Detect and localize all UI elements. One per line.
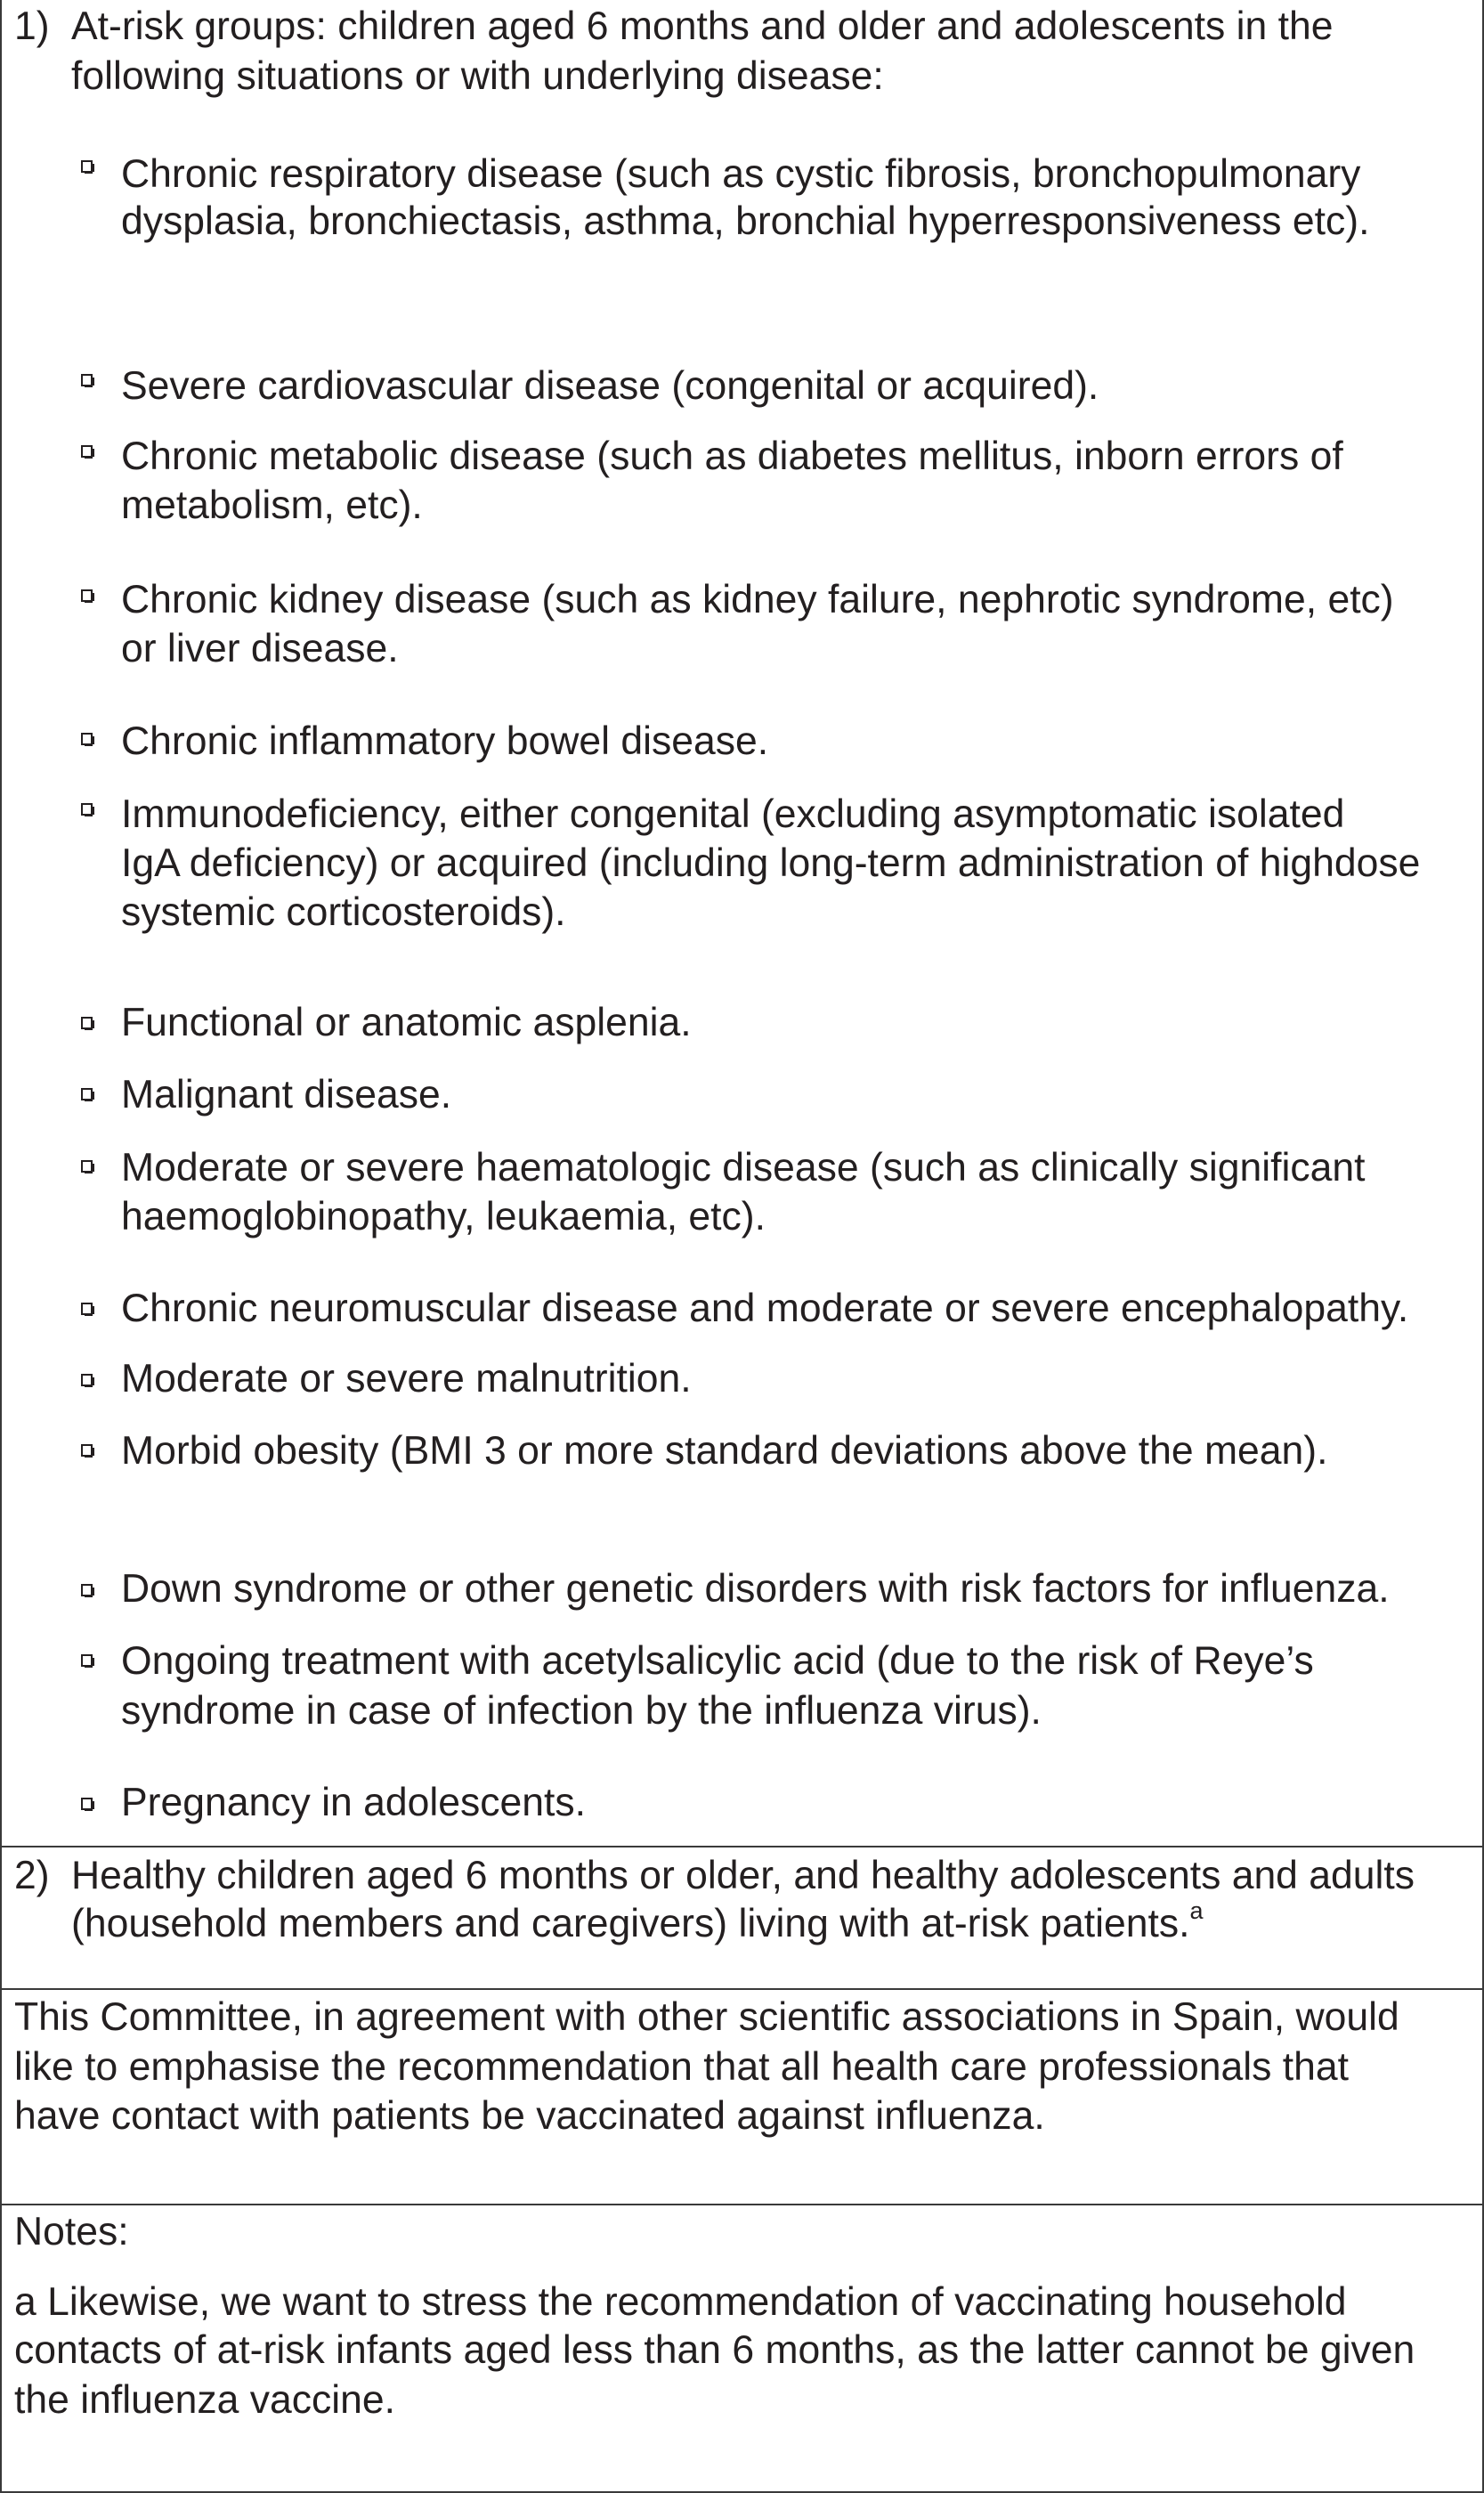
checkbox-bullet-icon bbox=[81, 1088, 93, 1100]
section-1-heading-line-2: following situations or with underlying disease: bbox=[71, 54, 884, 98]
checkbox-bullet-icon bbox=[81, 1374, 93, 1386]
section-2-line-2 bbox=[71, 1899, 1203, 1949]
list-item-text: Chronic kidney disease (such as kidney failure, nephrotic syndrome, etc) bbox=[121, 578, 1394, 621]
list-item-text: Morbid obesity (BMI 3 or more standard deviations above the mean). bbox=[121, 1429, 1328, 1473]
list-item-text: Functional or anatomic asplenia. bbox=[121, 1001, 692, 1044]
list-item-text: Moderate or severe haematologic disease (such as clinically significant bbox=[121, 1146, 1366, 1190]
row-divider bbox=[2, 2204, 1482, 2205]
list-item-text: Moderate or severe malnutrition. bbox=[121, 1357, 692, 1401]
list-item-text: Chronic metabolic disease (such as diabetes mellitus, inborn errors of bbox=[121, 434, 1343, 478]
list-item-text: Pregnancy in adolescents. bbox=[121, 1781, 586, 1824]
checkbox-bullet-icon bbox=[81, 1303, 93, 1315]
row-divider bbox=[2, 1988, 1482, 1990]
list-item-text: Chronic respiratory disease (such as cystic fibrosis, bronchopulmonary bbox=[121, 152, 1361, 196]
checkbox-bullet-icon bbox=[81, 1444, 93, 1457]
committee-line-2: like to emphasise the recommendation that all health care professionals that bbox=[14, 2045, 1350, 2089]
list-item-text: Severe cardiovascular disease (congenital or acquired). bbox=[121, 364, 1099, 408]
note-line-2: contacts of at-risk infants aged less than 6 months, as the latter cannot be given bbox=[14, 2328, 1415, 2372]
committee-line-1: This Committee, in agreement with other scientific associations in Spain, would bbox=[14, 1995, 1399, 2039]
checkbox-bullet-icon bbox=[81, 1160, 93, 1173]
checkbox-bullet-icon bbox=[81, 160, 93, 173]
footnote-marker: a bbox=[1189, 1897, 1204, 1925]
note-line-1: a Likewise, we want to stress the recommendation of vaccinating household bbox=[14, 2280, 1347, 2324]
notes-title: Notes: bbox=[14, 2210, 129, 2253]
list-item-text: Chronic inflammatory bowel disease. bbox=[121, 719, 769, 763]
section-1-heading-line-1: At-risk groups: children aged 6 months and older and adolescents in the bbox=[71, 4, 1334, 48]
section-2-number: 2) bbox=[14, 1854, 50, 1897]
row-divider bbox=[2, 1846, 1482, 1847]
checkbox-bullet-icon bbox=[81, 1654, 93, 1667]
list-item-text: haemoglobinopathy, leukaemia, etc). bbox=[121, 1195, 766, 1238]
checkbox-bullet-icon bbox=[81, 374, 93, 386]
list-item-text: Down syndrome or other genetic disorders with risk factors for influenza. bbox=[121, 1567, 1390, 1611]
section-2-line-1: Healthy children aged 6 months or older, and healthy adolescents and adults bbox=[71, 1854, 1415, 1897]
note-line-3: the influenza vaccine. bbox=[14, 2378, 395, 2422]
checkbox-bullet-icon bbox=[81, 733, 93, 745]
checkbox-bullet-icon bbox=[81, 445, 93, 458]
checkbox-bullet-icon bbox=[81, 1017, 93, 1029]
list-item-text: IgA deficiency) or acquired (including long-term administration of highdose bbox=[121, 841, 1421, 885]
checkbox-bullet-icon bbox=[81, 1584, 93, 1596]
list-item-text: systemic corticosteroids). bbox=[121, 890, 566, 934]
checkbox-bullet-icon bbox=[81, 803, 93, 816]
checkbox-bullet-icon bbox=[81, 589, 93, 602]
list-item-text: metabolism, etc). bbox=[121, 483, 423, 527]
checkbox-bullet-icon bbox=[81, 1798, 93, 1810]
section-2-line-2-text: (household members and caregivers) living with at-risk patients. bbox=[71, 1902, 1190, 1945]
list-item-text: Malignant disease. bbox=[121, 1073, 452, 1117]
list-item-text: dysplasia, bronchiectasis, asthma, bronchial hyperresponsiveness etc). bbox=[121, 199, 1370, 243]
list-item-text: Immunodeficiency, either congenital (excluding asymptomatic isolated bbox=[121, 792, 1345, 836]
list-item-text: Chronic neuromuscular disease and moderate or severe encephalopathy. bbox=[121, 1287, 1409, 1330]
section-1-number: 1) bbox=[14, 4, 50, 48]
list-item-text: or liver disease. bbox=[121, 627, 399, 670]
list-item-text: syndrome in case of infection by the influenza virus). bbox=[121, 1689, 1042, 1733]
list-item-text: Ongoing treatment with acetylsalicylic acid (due to the risk of Reye’s bbox=[121, 1639, 1314, 1683]
committee-line-3: have contact with patients be vaccinated against influenza. bbox=[14, 2094, 1045, 2138]
